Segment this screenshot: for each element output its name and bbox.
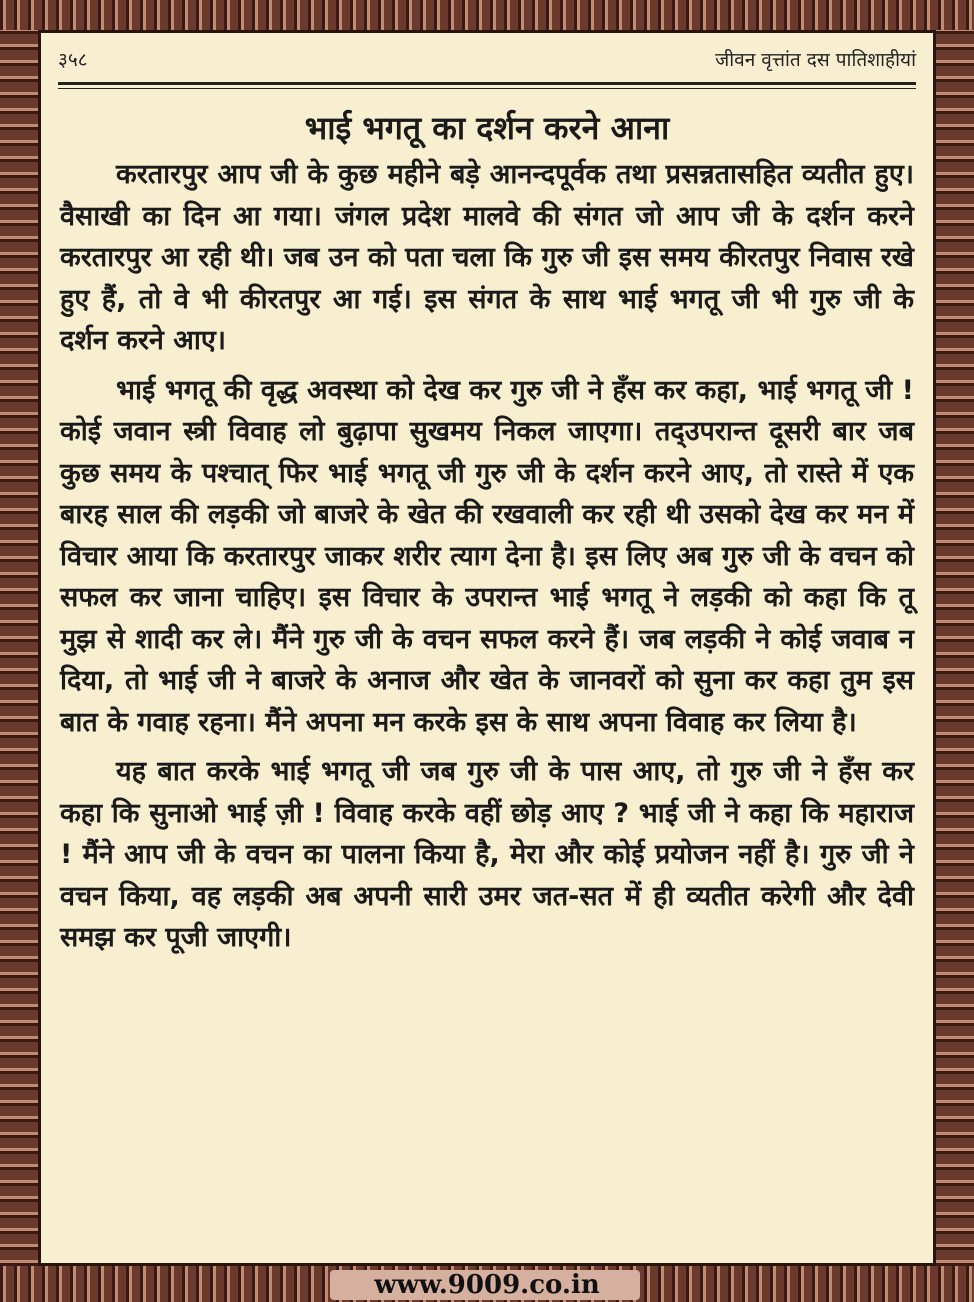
page-number: ३५८ [58,49,88,71]
paragraph-2: भाई भगतू की वृद्ध अवस्था को देख कर गुरु जी ने हँस कर कहा, भाई भगतू जी ! कोई जवान स्त्री विवाह लो बुढ़ापा सुखमय निकल जाएगा। तद्उपरान्त दूसरी बार जब कुछ समय के पश्चात् फिर भाई भगतू जी गुरु जी के दर्शन करने आए, तो रास्ते में एक बारह साल की लड़की जो बाजरे के खेत की रखवाली कर रही थी उसको देख कर मन में विचार आया कि करतारपुर जाकर शरीर त्याग देना है। इस लिए अब गुरु जी के वचन को सफल कर जाना चाहिए। इस विचार के उपरान्त भाई भगतू ने लड़की को कहा कि तू मुझ से शादी कर ले। मैंने गुरु जी के वचन सफल करने हैं। जब लड़की ने कोई जवाब न दिया, तो भाई जी ने बाजरे के अनाज और खेत के जानवरों को सुना कर कहा तुम इस बात के गवाह रहना। मैंने अपना मन करके इस के साथ अपना विवाह कर लिया है। [60,374,914,738]
header-rule-thin [58,88,916,89]
footer-website-url: www.9009.co.in [374,1270,600,1300]
header-rule-thick [58,82,916,85]
book-page [38,30,936,1266]
page-header [58,44,916,78]
paragraph-1: करतारपुर आप जी के कुछ महीने बड़े आनन्दपूर्वक तथा प्रसन्नतासहित व्यतीत हुए। वैसाखी का दिन आ गया। जंगल प्रदेश मालवे की संगत जो आप जी के दर्शन करने करतारपुर आ रही थी। जब उन को पता चला कि गुरु जी इस समय कीरतपुर निवास रखे हुए हैं, तो वे भी कीरतपुर आ गई। इस संगत के साथ भाई भगतू जी भी गुरु जी के दर्शन करने आए। [60,159,914,356]
book-title: जीवन वृत्तांत दस पातिशाहीयां [715,49,916,71]
border-right-ornament [936,30,974,1266]
chapter-body [60,154,914,967]
border-top-ornament [0,0,974,30]
border-left-ornament [0,30,38,1266]
paragraph-3: यह बात करके भाई भगतू जी जब गुरु जी के पास आए, तो गुरु जी ने हँस कर कहा कि सुनाओ भाई ज़ी ! विवाह करके वहीं छोड़ आए ? भाई जी ने कहा कि महाराज ! मैंने आप जी के वचन का पालना किया है, मेरा और कोई प्रयोजन नहीं है। गुरु जी ने वचन किया, वह लड़की अब अपनी सारी उमर जत-सत में ही व्यतीत करेगी और देवी समझ कर पूजी जाएगी। [60,756,914,953]
chapter-title: भाई भगतू का दर्शन करने आना [304,109,670,147]
